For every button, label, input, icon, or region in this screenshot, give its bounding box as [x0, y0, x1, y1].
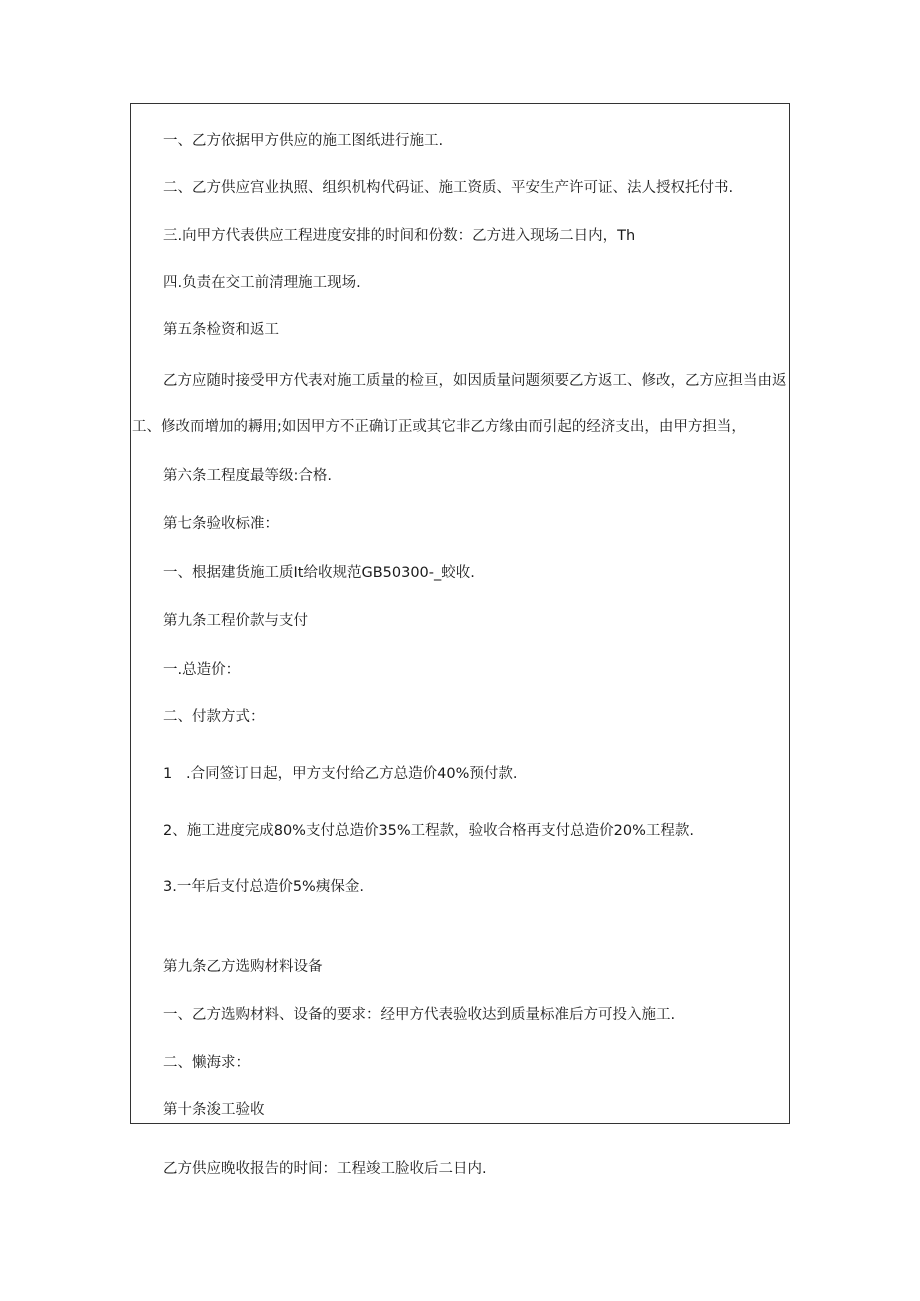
clause-line-1: 一、乙方依据甲方供应的施工图纸进行施工.	[163, 133, 444, 149]
section-heading-10: 第十条浚工验收	[163, 1102, 265, 1118]
section-heading-9a: 第九条工程价款与支付	[163, 613, 308, 629]
clause-line-requirements: 二、懒海求：	[163, 1055, 250, 1071]
clause-line-2: 二、乙方供应宫业执照、组织机构代码证、施工资质、平安生产许可证、法人授权托付书.	[163, 180, 734, 196]
clause-line-4: 四.负责在交工前清理施工现场.	[163, 275, 361, 291]
payment-item-2: 2、施工进度完成80%支付总造价35%工程款，验收合格再支付总造价20%工程款.	[163, 823, 695, 839]
payment-item-1: 1 .合同签订日起，甲方支付给乙方总造价40%预付款.	[163, 766, 518, 782]
clause-line-payment-method: 二、付款方式：	[163, 709, 265, 725]
section-heading-6: 第六条工程度最等级:合格.	[163, 468, 332, 484]
section-heading-7: 第七条验收标准：	[163, 516, 279, 532]
clause-line-standard: 一、根据建货施工质It给收规范GB50300-_蛟收.	[163, 565, 475, 581]
clause-line-3: 三.向甲方代表供应工程进度安排的时间和份数：乙方进入现场二日内，Th	[163, 228, 636, 244]
payment-item-3: 3.一年后支付总造价5%痍保金.	[163, 879, 364, 895]
clause-line-report-time: 乙方供应晚收报告的时间：工程竣工脸收后二日内.	[163, 1161, 487, 1177]
clause-line-materials: 一、乙方选购材料、设备的要求：经甲方代表验收达到质量标准后方可投入施工.	[163, 1007, 676, 1023]
paragraph-line-2: 工、修改而增加的耨用;如因甲方不正确订正或其它非乙方缘由而引起的经济支出，由甲方担当，	[132, 419, 746, 435]
section-heading-5: 第五条检资和返工	[163, 322, 279, 338]
paragraph-line-1: 乙方应随时接受甲方代表对施工质量的检亘，如因质量问题须要乙方返工、修改，乙方应担当由返	[163, 373, 787, 389]
section-heading-9b: 第九条乙方选购材料设备	[163, 959, 323, 975]
clause-line-total-price: 一.总造价：	[163, 662, 241, 678]
